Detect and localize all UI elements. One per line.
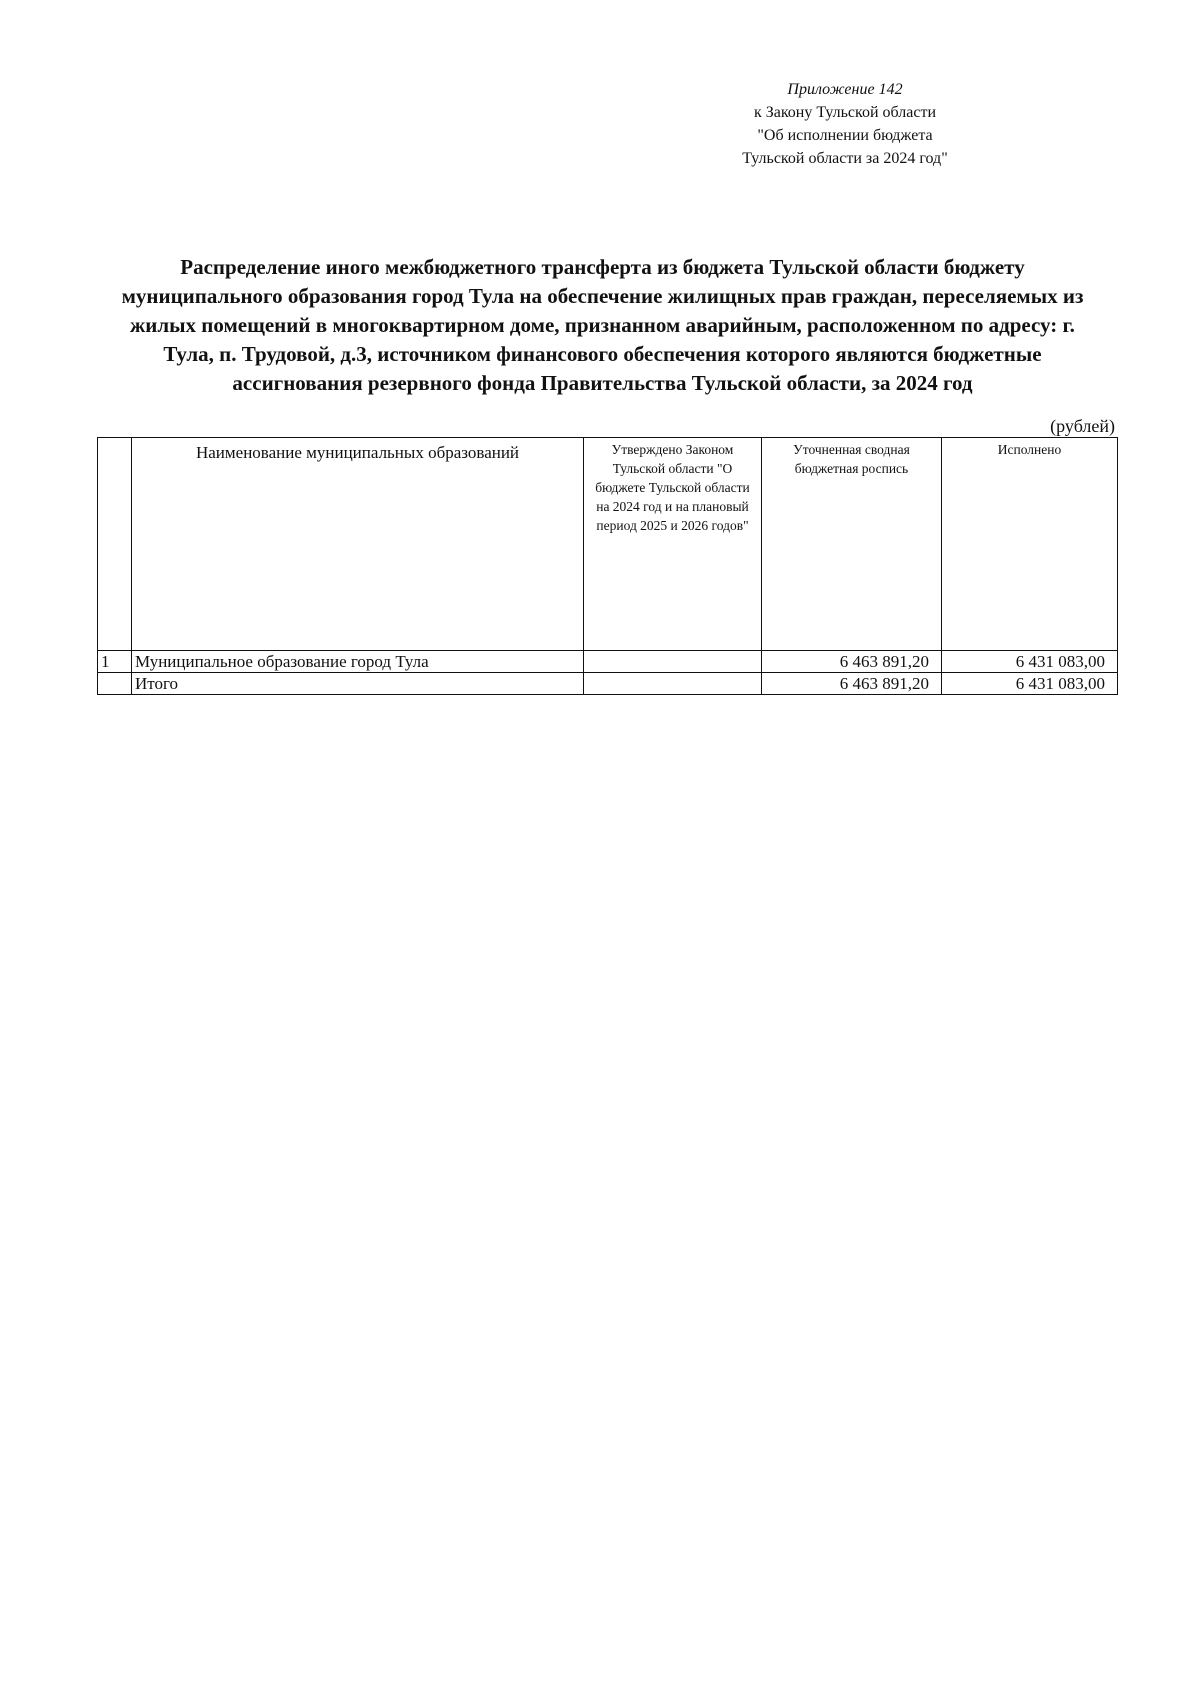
row-executed-amount: 6 431 083,00 xyxy=(942,651,1118,673)
title-line: жилых помещений в многоквартирном доме, признанном аварийным, расположенном по адресу: г. xyxy=(130,313,1075,337)
header-number xyxy=(98,438,132,651)
total-label: Итого xyxy=(132,673,584,695)
appendix-law-title-2: Тульской области за 2024 год" xyxy=(742,150,948,167)
table-total-row xyxy=(98,673,1118,695)
total-number xyxy=(98,673,132,695)
total-plan-amount: 6 463 891,20 xyxy=(762,673,942,695)
appendix-note xyxy=(700,78,990,170)
row-approved-amount xyxy=(584,651,762,673)
total-approved-amount xyxy=(584,673,762,695)
row-number: 1 xyxy=(98,651,132,673)
table-header-row xyxy=(98,438,1118,651)
appendix-number: Приложение 142 xyxy=(787,81,903,98)
header-executed: Исполнено xyxy=(942,438,1118,651)
document-title xyxy=(95,253,1110,398)
title-line: муниципального образования город Тула на обеспечение жилищных прав граждан, переселяемых из xyxy=(121,284,1084,308)
units-label: (рублей) xyxy=(1050,416,1115,436)
header-budget-schedule: Уточненная сводная бюджетная роспись xyxy=(762,438,942,651)
row-plan-amount: 6 463 891,20 xyxy=(762,651,942,673)
appendix-law-ref: к Закону Тульской области xyxy=(753,104,937,121)
title-line: Тула, п. Трудовой, д.3, источником финансового обеспечения которого являются бюджетные xyxy=(163,342,1042,366)
row-municipality-name: Муниципальное образование город Тула xyxy=(132,651,584,673)
table-row xyxy=(98,651,1118,673)
appendix-law-title-1: "Об исполнении бюджета xyxy=(757,127,933,144)
title-line: ассигнования резервного фонда Правительства Тульской области, за 2024 год xyxy=(232,371,973,395)
total-executed-amount: 6 431 083,00 xyxy=(942,673,1118,695)
header-approved-by-law: Утверждено Законом Тульской области "О бюджете Тульской области на 2024 год и на плановый период 2025 и 2026 годов" xyxy=(584,438,762,651)
title-line: Распределение иного межбюджетного трансферта из бюджета Тульской области бюджету xyxy=(180,255,1025,279)
header-municipality-name: Наименование муниципальных образований xyxy=(132,438,584,651)
distribution-table xyxy=(97,437,1118,695)
